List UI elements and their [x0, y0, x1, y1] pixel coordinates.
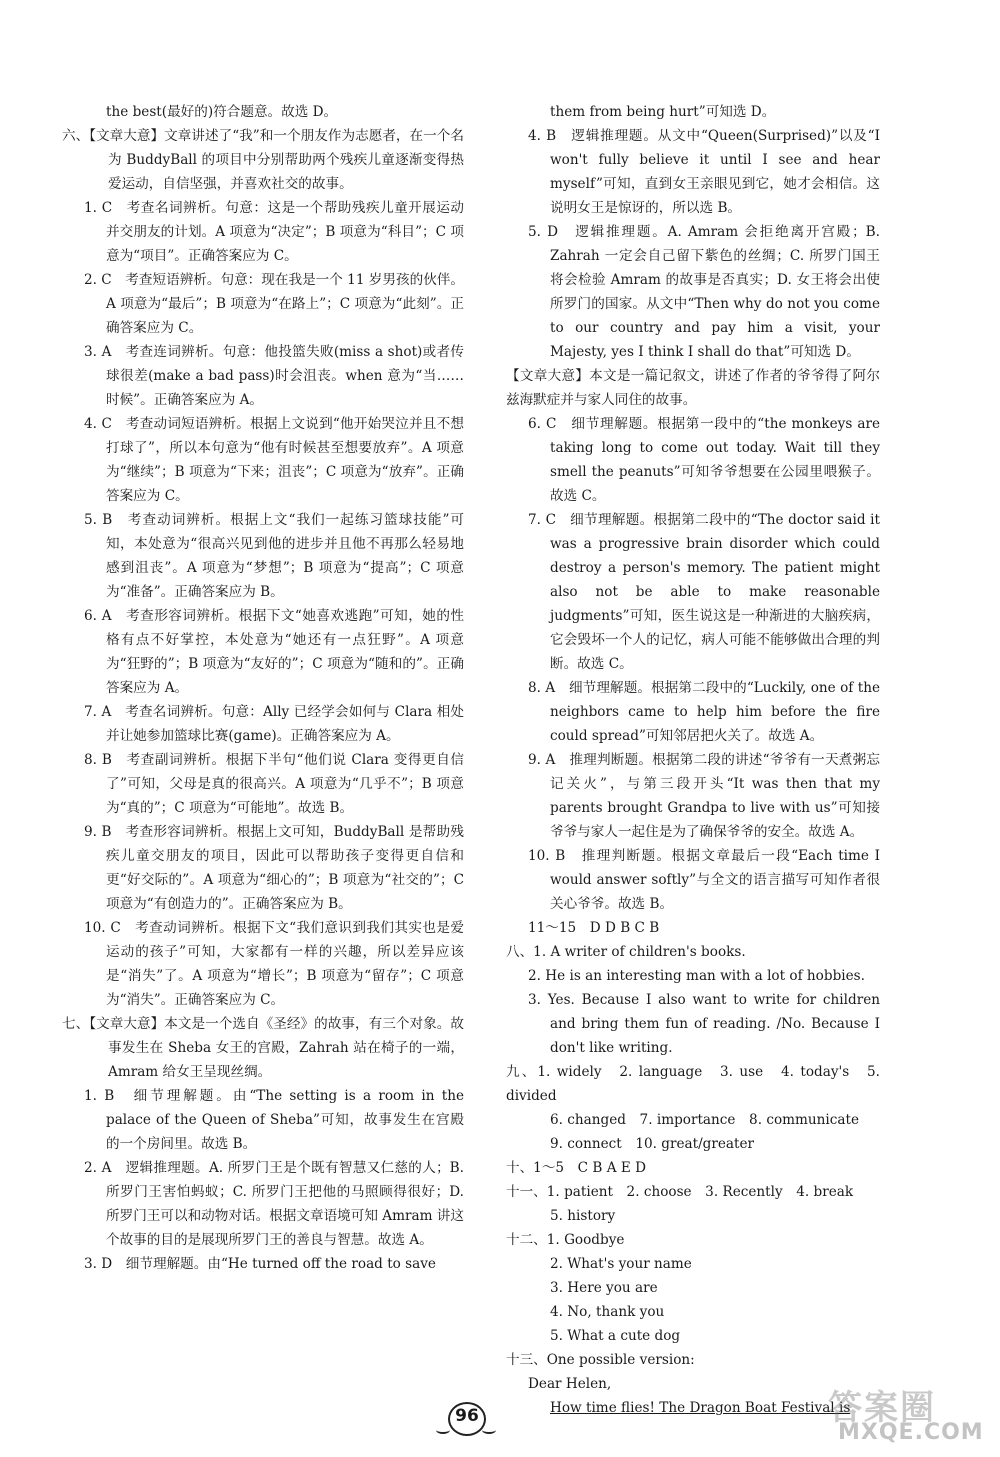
left-column [62, 100, 464, 1276]
section-twelve-line: 十二、1. Goodbye [506, 1232, 625, 1248]
answer-row: 3. Here you are [550, 1280, 658, 1296]
answer-item: 7. A 考查名词辨析。句意：Ally 已经学会如何与 Clara 相处并让她参加篮球比赛(game)。正确答案应为 A。 [84, 704, 464, 744]
answer-item: 5. D 逻辑推理题。A. Amram 会拒绝离开宫殿；B. Zahrah 一定会自己留下紫色的丝绸；C. 所罗门国王将会检验 Amram 的故事是否真实；D. 女王将会出使所罗门的国家。从文中“Then why do not you come to our country and pay him a visit, your Majesty, yes I think I shall do that”可知选 D。 [528, 224, 880, 360]
answer-row: 5. history [550, 1208, 616, 1224]
answer-item: 3. D 细节理解题。由“He turned off the road to save [84, 1256, 436, 1272]
section-thirteen-line: 十三、One possible version: [506, 1352, 695, 1368]
answer-item: 8. A 细节理解题。根据第二段中的“Luckily, one of the neighbors came to help him before the fire could spread”可知邻居把火关了。故选 A。 [528, 680, 880, 744]
answer-row: 6. changed 7. importance 8. communicate [550, 1112, 859, 1128]
text-line: the best(最好的)符合题意。故选 D。 [106, 104, 338, 120]
answer-item: 10. C 考查动词辨析。根据下文“我们意识到我们其实也是爱运动的孩子”可知，大家都有一样的兴趣，所以差异应该是“消失”了。A 项意为“增长”；B 项意为“留存”；C 项意为“消失”。正确答案应为 C。 [84, 920, 464, 1008]
watermark-bottom-text: MXQE.COM [838, 1420, 984, 1445]
section-nine-line: 九、1. widely 2. language 3. use 4. today's 5. divided [506, 1064, 880, 1104]
leaf-left-icon [436, 1426, 450, 1434]
watermark-top-text: 答案圈 [828, 1388, 936, 1428]
section-eleven-line: 十一、1. patient 2. choose 3. Recently 4. break [506, 1184, 854, 1200]
answer-item: 9. A 推理判断题。根据第二段的讲述“爷爷有一天煮粥忘记关火”，与第三段开头“It was then that my parents brought Grandpa to live with us”可知接爷爷与家人一起住是为了确保爷爷的安全。故选 A。 [528, 752, 880, 840]
watermark-logo [820, 1380, 990, 1450]
page-number-badge [436, 1396, 496, 1436]
right-column [506, 100, 880, 1420]
answer-row: 9. connect 10. great/greater [550, 1136, 754, 1152]
answer-item: 6. C 细节理解题。根据第一段中的“the monkeys are taking long to come out today. Wait till they smell the peanuts”可知爷爷想要在公园里喂猴子。故选 C。 [528, 416, 880, 504]
section-eight-line: 八、1. A writer of children's books. [506, 944, 746, 960]
answer-item: 5. B 考查动词辨析。根据上文“我们一起练习篮球技能”可知，本处意为“很高兴见到他的进步并且他不再那么轻易地感到沮丧”。A 项意为“梦想”；B 项意为“提高”；C 项意为“准备”。正确答案应为 B。 [84, 512, 464, 600]
leaf-right-icon [482, 1426, 496, 1434]
answer-item: 1. B 细节理解题。由“The setting is a room in the palace of the Queen of Sheba”可知，故事发生在宫殿的一个房间里。故选 B。 [84, 1088, 464, 1152]
answer-row: 4. No, thank you [550, 1304, 665, 1320]
article-summary: 【文章大意】本文是一篇记叙文，讲述了作者的爷爷得了阿尔兹海默症并与家人同住的故事。 [506, 368, 880, 408]
answer-row: 2. What's your name [550, 1256, 692, 1272]
letter-body-line: How time flies! The Dragon Boat Festival is [550, 1400, 851, 1416]
answer-item: 6. A 考查形容词辨析。根据下文“她喜欢逃跑”可知，她的性格有点不好掌控，本处意为“她还有一点狂野”。A 项意为“狂野的”；B 项意为“友好的”；C 项意为“随和的”。正确答案应为 A。 [84, 608, 464, 696]
answer-item: 9. B 考查形容词辨析。根据上文可知，BuddyBall 是帮助残疾儿童交朋友的项目，因此可以帮助孩子变得更自信和更“好交际的”。A 项意为“细心的”；B 项意为“社交的”；C 项意为“有创造力的”。正确答案应为 B。 [84, 824, 464, 912]
text-line: them from being hurt”可知选 D。 [550, 104, 776, 120]
answer-item: 3. Yes. Because I also want to write for children and bring them fun of reading. /No. Because I don't like writing. [528, 992, 880, 1056]
answer-item: 4. C 考查动词短语辨析。根据上文说到“他开始哭泣并且不想打球了”，所以本句意为“他有时候甚至想要放弃”。A 项意为“继续”；B 项意为“下来；沮丧”；C 项意为“放弃”。正确答案应为 C。 [84, 416, 464, 504]
answer-item: 7. C 细节理解题。根据第二段中的“The doctor said it was a progressive brain disorder which could destroy a person's memory. The patient might also not be able to make reasonable judgments”可知，医生说这是一种渐进的大脑疾病，它会毁坏一个人的记忆，病人可能不能够做出合理的判断。故选 C。 [528, 512, 880, 672]
answer-item: 2. A 逻辑推理题。A. 所罗门王是个既有智慧又仁慈的人；B. 所罗门王害怕蚂蚁；C. 所罗门王把他的马照顾得很好；D. 所罗门王可以和动物对话。根据文章语境可知 Amram 讲这个故事的目的是展现所罗门王的善良与智慧。故选 A。 [84, 1160, 464, 1248]
page-number: 96 [455, 1406, 479, 1426]
answer-range: 11～15 D D B C B [528, 920, 660, 936]
answer-item: 4. B 逻辑推理题。从文中“Queen(Surprised)”以及“I won't fully believe it until I see and hear myself”可知，直到女王亲眼见到它，她才会相信。这说明女王是惊讶的，所以选 B。 [528, 128, 880, 216]
section-six-summary: 六、【文章大意】文章讲述了“我”和一个朋友作为志愿者，在一个名为 BuddyBall 的项目中分别帮助两个残疾儿童逐渐变得热爱运动，自信坚强，并喜欢社交的故事。 [62, 128, 464, 192]
answer-item: 2. C 考查短语辨析。句意：现在我是一个 11 岁男孩的伙伴。A 项意为“最后”；B 项意为“在路上”；C 项意为“此刻”。正确答案应为 C。 [84, 272, 464, 336]
letter-greeting: Dear Helen, [528, 1376, 612, 1392]
answer-item: 8. B 考查副词辨析。根据下半句“他们说 Clara 变得更自信了”可知，父母是真的很高兴。A 项意为“几乎不”；B 项意为“真的”；C 项意为“可能地”。故选 B。 [84, 752, 464, 816]
answer-row: 5. What a cute dog [550, 1328, 681, 1344]
answer-item: 10. B 推理判断题。根据文章最后一段“Each time I would answer softly”与全文的语言描写可知作者很关心爷爷。故选 B。 [528, 848, 880, 912]
section-seven-summary: 七、【文章大意】本文是一个选自《圣经》的故事，有三个对象。故事发生在 Sheba 女王的宫殿，Zahrah 站在椅子的一端，Amram 给女王呈现丝绸。 [62, 1016, 464, 1080]
answer-item: 1. C 考查名词辨析。句意：这是一个帮助残疾儿童开展运动并交朋友的计划。A 项意为“决定”；B 项意为“科目”；C 项意为“项目”。正确答案应为 C。 [84, 200, 464, 264]
answer-item: 3. A 考查连词辨析。句意：他投篮失败(miss a shot)或者传球很差(make a bad pass)时会沮丧。when 意为“当……时候”。正确答案应为 A。 [84, 344, 464, 408]
section-ten-line: 十、1～5 C B A E D [506, 1160, 646, 1176]
answer-item: 2. He is an interesting man with a lot of hobbies. [528, 968, 865, 984]
